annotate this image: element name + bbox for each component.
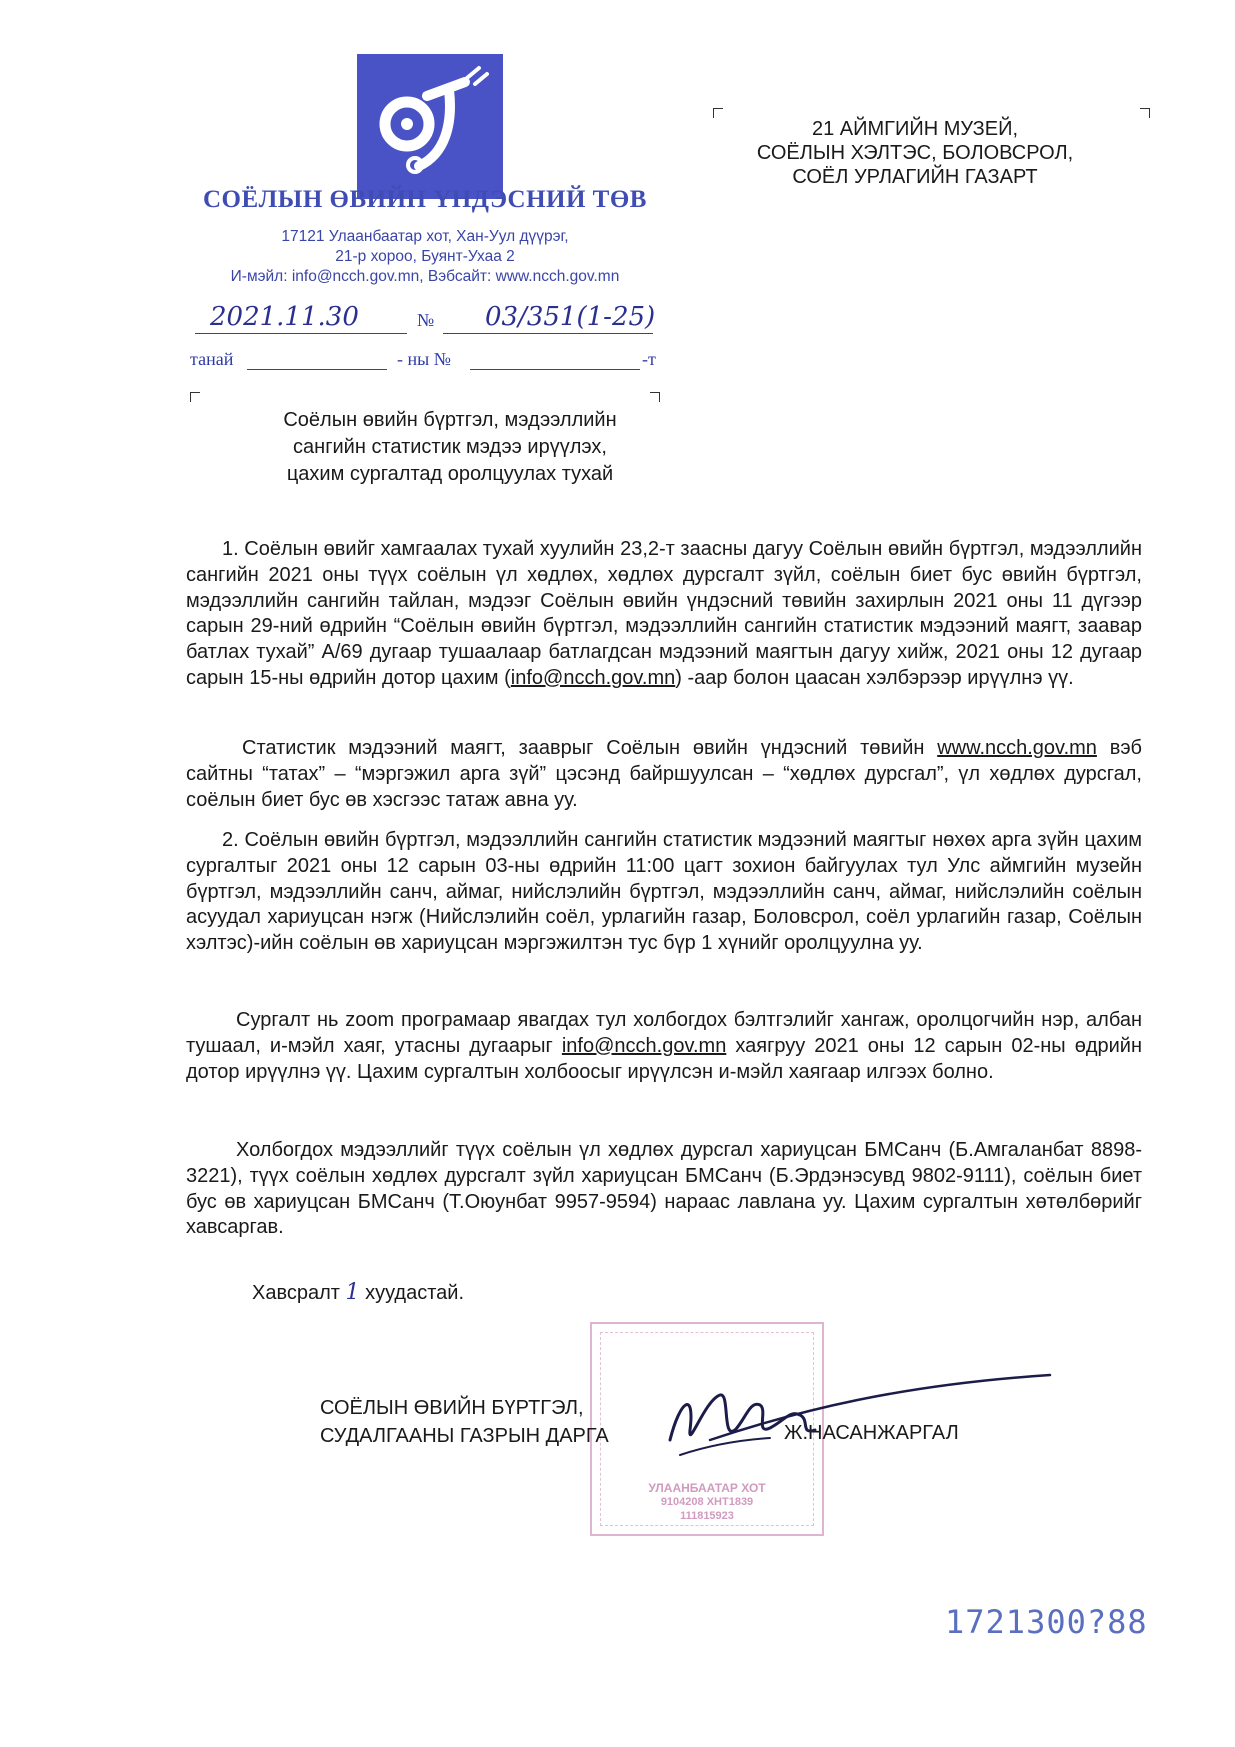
contact-line: И-мэйл: info@ncch.gov.mn, Вэбсайт: www.ncch.gov.mn — [230, 268, 620, 285]
subject-block — [200, 407, 700, 488]
number-underline — [443, 333, 653, 334]
p4-end: хаягруу 2021 оны 12 сарын 02-ны өдрийн дотор ирүүлнэ үү. Цахим сургалтын холбоосыг ирүүлсэн и-мэйл хаягаар илгээх болно. — [186, 1034, 1142, 1083]
org-logo — [357, 54, 503, 199]
reply-number-underline — [470, 369, 640, 370]
paragraph-4 — [186, 1008, 1142, 1085]
email-link[interactable]: info@ncch.gov.mn — [510, 666, 676, 689]
date-underline — [195, 333, 407, 334]
addressee-block — [700, 117, 1130, 189]
website-link[interactable]: www.ncch.gov.mn — [937, 737, 1097, 759]
paragraph-5 — [186, 1138, 1142, 1241]
p2-end: вэб сайтны “татах” – “мэргэжил арга зүй” цэсэнд байршуулсан – “хөдлөх дурсгал”, үл хөдлөх дурсгал, соёлын биет бус өв хэсгээс татаж авна уу. — [186, 737, 1142, 811]
attachment-suffix: хуудастай. — [365, 1282, 464, 1304]
subject-line: Соёлын өвийн бүртгэл, мэдээллийн — [283, 409, 617, 431]
p1-end: ) -аар болон цаасан хэлбэрээр ирүүлнэ үү. — [675, 666, 1074, 689]
reply-prefix: танай — [190, 349, 234, 369]
subject-line: сангийн статистик мэдээ ирүүлэх, — [293, 436, 607, 458]
reply-date-underline — [247, 369, 387, 370]
addressee-line: СОЁЛ УРЛАГИЙН ГАЗАРТ — [792, 166, 1038, 188]
reply-mid: - ны № — [397, 349, 451, 369]
p2-text: Статистик мэдээний маягт, зааврыг Соёлын өвийн үндэсний төвийн — [242, 737, 938, 759]
org-address — [195, 227, 655, 287]
signatory-title — [320, 1394, 609, 1450]
p3-text: 2. Соёлын өвийн бүртгэл, мэдээллийн сангийн статистик мэдээний маягтыг нөхөх арга зүйн цахим сургалтыг 2021 оны 12 сарын 03-ны өдрийн 11:00 цагт зохион байгуулах тул Улс аймгийн музейн бүртгэл, мэдээллийн санч, аймаг, нийслэлийн бүртгэл, мэдээллийн санч, аймаг, нийслэлийн соёлын асуудал хариуцсан нэгж (Нийслэлийн соёл, урлагийн газар, Боловсрол, соёл урлагийн газар, Соёлын хэлтэс)-ийн соёлын өв хариуцсан мэргэжилтэн тус бүр 1 хүнийг оролцуулна уу. — [186, 829, 1142, 955]
corner-mark — [1140, 108, 1150, 118]
document-serial: 1721300?88 — [945, 1603, 1148, 1641]
attachment-count: 1 — [345, 1280, 360, 1305]
corner-mark — [190, 392, 200, 402]
org-name: СОЁЛЫН ӨВИЙН ҮНДЭСНИЙ ТӨВ — [203, 186, 647, 213]
signatory-title-line: СОЁЛЫН ӨВИЙН БҮРТГЭЛ, — [320, 1397, 584, 1419]
paragraph-2 — [186, 736, 1142, 813]
stamp-code: ХНТ1839 — [706, 1496, 754, 1508]
signatory-name: Ж.НАСАНЖАРГАЛ — [784, 1422, 959, 1444]
number-label: № — [417, 310, 435, 330]
p5-text: Холбогдох мэдээллийг түүх соёлын үл хөдлөх дурсгал хариуцсан БМСанч (Б.Амгаланбат 8898-3221), түүх соёлын хөдлөх дурсгалт зүйл хариуцсан БМСанч (Б.Эрдэнэсувд 9802-9111), соёлын биет бус өв хариуцсан БМСанч (Т.Оюунбат 9957-9594) нараас лавлана уу. Цахим сургалтын хөтөлбөрийг хавсаргав. — [186, 1139, 1142, 1239]
stamp-code: 9104208 — [660, 1496, 704, 1508]
p1-text: 1. Соёлын өвийг хамгаалах тухай хуулийн 23,2-т заасны дагуу Соёлын өвийн бүртгэл, мэдээллийн сангийн 2021 оны түүх соёлын үл хөдлөх, хөдлөх дурсгалт зүйл, соёлын биет бус өвийн бүртгэл, мэдээллийн сангийн тайлан, мэдээг Соёлын өвийн үндэсний төвийн захирлын 2021 оны 11 дүгээр сарын 29-ний өдрийн “Соёлын өвийн бүртгэл, мэдээллийн сангийн статистик мэдээний маягт, заавар батлах тухай” А/69 дугаар тушаалаар батлагдсан мэдээний маягтын дагуу хийж, 2021 оны 12 дугаар сарын 15-ны өдрийн дотор цахим ( — [186, 538, 1142, 689]
stamp-code: 111815923 — [680, 1510, 734, 1522]
reply-suffix: -т — [642, 349, 656, 369]
stamp-codes — [592, 1496, 822, 1509]
attachment-note — [252, 1280, 464, 1305]
attachment-prefix: Хавсралт — [252, 1282, 340, 1304]
registration-number: 03/351(1-25) — [485, 302, 656, 332]
stamp-city: УЛААНБААТАР ХОТ — [648, 1481, 766, 1495]
email-link[interactable]: info@ncch.gov.mn — [561, 1034, 727, 1057]
signatory-title-line: СУДАЛГААНЫ ГАЗРЫН ДАРГА — [320, 1425, 609, 1447]
addressee-line: СОЁЛЫН ХЭЛТЭС, БОЛОВСРОЛ, — [756, 142, 1074, 164]
addressee-line: 21 АЙМГИЙН МУЗЕЙ, — [811, 118, 1019, 140]
ncch-logo-icon — [357, 54, 503, 199]
address-line: 21-р хороо, Буянт-Ухаа 2 — [335, 248, 515, 265]
corner-mark — [650, 392, 660, 402]
paragraph-1 — [186, 537, 1142, 692]
p4-text: Сургалт нь zoom програмаар явагдах тул холбогдох бэлтгэлийг хангаж, оролцогчийн нэр, албан тушаал, и-мэйл хаяг, утасны дугаарыг — [186, 1009, 1142, 1057]
subject-line: цахим сургалтад оролцуулах тухай — [286, 463, 614, 485]
paragraph-3 — [186, 828, 1142, 957]
registration-date: 2021.11.30 — [210, 302, 359, 332]
handwritten-signature — [650, 1360, 1070, 1470]
address-line: 17121 Улаанбаатар хот, Хан-Уул дүүрэг, — [281, 228, 569, 245]
